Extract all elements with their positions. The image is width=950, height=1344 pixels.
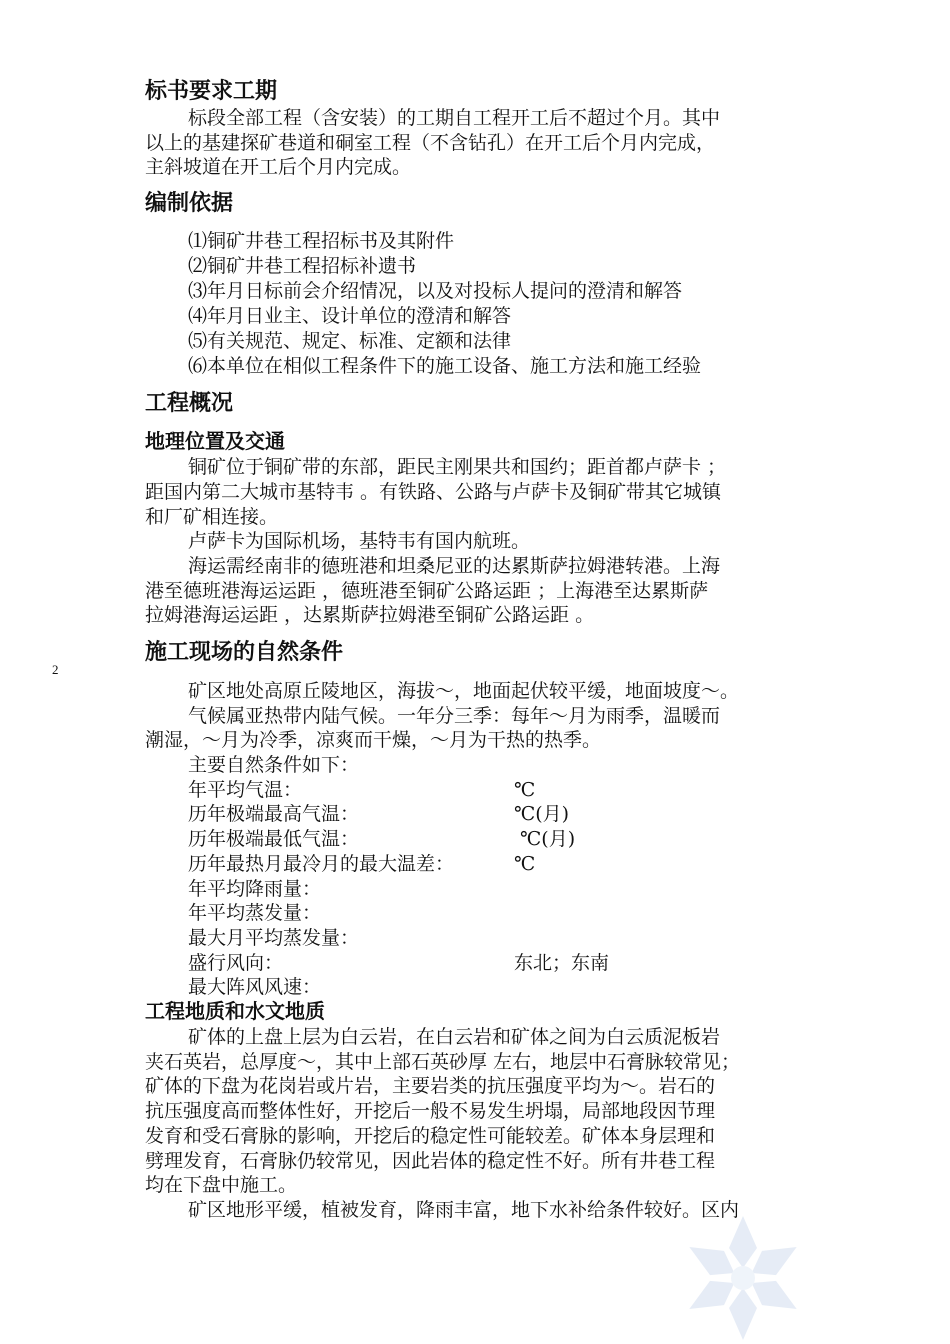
condition-label: 最大月平均蒸发量： bbox=[188, 927, 360, 949]
condition-label: 历年极端最高气温： bbox=[188, 803, 360, 825]
condition-label: 最大阵风风速： bbox=[188, 976, 322, 998]
paragraph-line: 抗压强度高而整体性好，开挖后一般不易发生坍塌，局部地段因节理 bbox=[145, 1100, 716, 1122]
paragraph-line: 卢萨卡为国际机场，基特韦有国内航班。 bbox=[188, 530, 531, 552]
paragraph-line: 矿体的上盘上层为白云岩，在白云岩和矿体之间为白云质泥板岩 bbox=[188, 1026, 721, 1048]
list-item: ⑶年月日标前会介绍情况，以及对投标人提问的澄清和解答 bbox=[188, 280, 683, 302]
paragraph-line: 距国内第二大城市基特韦 。有铁路、公路与卢萨卡及铜矿带其它城镇 bbox=[145, 481, 722, 503]
condition-value: ℃(月) bbox=[514, 828, 576, 850]
condition-label: 盛行风向： bbox=[188, 952, 284, 974]
paragraph-line: 均在下盘中施工。 bbox=[145, 1174, 298, 1196]
subsection-title-location: 地理位置及交通 bbox=[145, 429, 285, 453]
paragraph-line: 矿区地形平缓，植被发育，降雨丰富，地下水补给条件较好。区内 bbox=[188, 1199, 740, 1221]
condition-label: 历年最热月最冷月的最大温差： bbox=[188, 853, 455, 875]
condition-label: 历年极端最低气温： bbox=[188, 828, 360, 850]
section-title-overview: 工程概况 bbox=[145, 391, 234, 416]
list-item: ⑸有关规范、规定、标准、定额和法律 bbox=[188, 330, 512, 352]
condition-label: 年平均气温： bbox=[188, 779, 303, 801]
watermark-snowflake-icon bbox=[668, 1206, 818, 1342]
subsection-title-natural-conditions: 施工现场的自然条件 bbox=[145, 640, 344, 665]
section-title-basis: 编制依据 bbox=[145, 191, 234, 216]
condition-label: 年平均降雨量： bbox=[188, 878, 322, 900]
list-item: ⑵铜矿井巷工程招标补遗书 bbox=[188, 255, 417, 277]
paragraph-line: 以上的基建探矿巷道和硐室工程（不含钻孔）在开工后个月内完成， bbox=[145, 132, 716, 154]
condition-label: 年平均蒸发量： bbox=[188, 902, 322, 924]
paragraph-line: 潮湿，～月为冷季，凉爽而干燥，～月为干热的热季。 bbox=[145, 729, 602, 751]
condition-value: ℃ bbox=[514, 779, 536, 801]
page-number: 2 bbox=[52, 662, 59, 677]
paragraph-line: 拉姆港海运运距 ，达累斯萨拉姆港至铜矿公路运距 。 bbox=[145, 604, 595, 626]
paragraph-line: 矿体的下盘为花岗岩或片岩，主要岩类的抗压强度平均为～。岩石的 bbox=[145, 1075, 716, 1097]
paragraph-line: 铜矿位于铜矿带的东部，距民主刚果共和国约；距首都卢萨卡 ； bbox=[188, 456, 727, 478]
paragraph-line: 主要自然条件如下： bbox=[188, 754, 360, 776]
section-title-schedule: 标书要求工期 bbox=[145, 79, 278, 104]
paragraph-line: 发育和受石膏脉的影响，开挖后的稳定性可能较差。矿体本身层理和 bbox=[145, 1125, 716, 1147]
paragraph-line: 海运需经南非的德班港和坦桑尼亚的达累斯萨拉姆港转港。上海 bbox=[188, 555, 721, 577]
paragraph-line: 劈理发育，石膏脉仍较常见，因此岩体的稳定性不好。所有井巷工程 bbox=[145, 1150, 716, 1172]
list-item: ⑷年月日业主、设计单位的澄清和解答 bbox=[188, 305, 512, 327]
paragraph-line: 港至德班港海运运距 ，德班港至铜矿公路运距 ；上海港至达累斯萨 bbox=[145, 580, 709, 602]
condition-value: ℃ bbox=[514, 853, 536, 875]
paragraph-line: 标段全部工程（含安装）的工期自工程开工后不超过个月。其中 bbox=[188, 107, 721, 129]
list-item: ⑹本单位在相似工程条件下的施工设备、施工方法和施工经验 bbox=[188, 355, 702, 377]
paragraph-line: 和厂矿相连接。 bbox=[145, 506, 279, 528]
subsection-title-geology: 工程地质和水文地质 bbox=[145, 999, 325, 1023]
paragraph-line: 矿区地处高原丘陵地区，海拔～，地面起伏较平缓，地面坡度～。 bbox=[188, 680, 740, 702]
paragraph-line: 夹石英岩，总厚度～，其中上部石英砂厚 左右，地层中石膏脉较常见； bbox=[145, 1051, 741, 1073]
paragraph-line: 主斜坡道在开工后个月内完成。 bbox=[145, 156, 412, 178]
list-item: ⑴铜矿井巷工程招标书及其附件 bbox=[188, 230, 455, 252]
condition-value: 东北；东南 bbox=[514, 952, 610, 974]
condition-value: ℃(月) bbox=[514, 803, 570, 825]
paragraph-line: 气候属亚热带内陆气候。一年分三季：每年～月为雨季，温暖而 bbox=[188, 705, 721, 727]
